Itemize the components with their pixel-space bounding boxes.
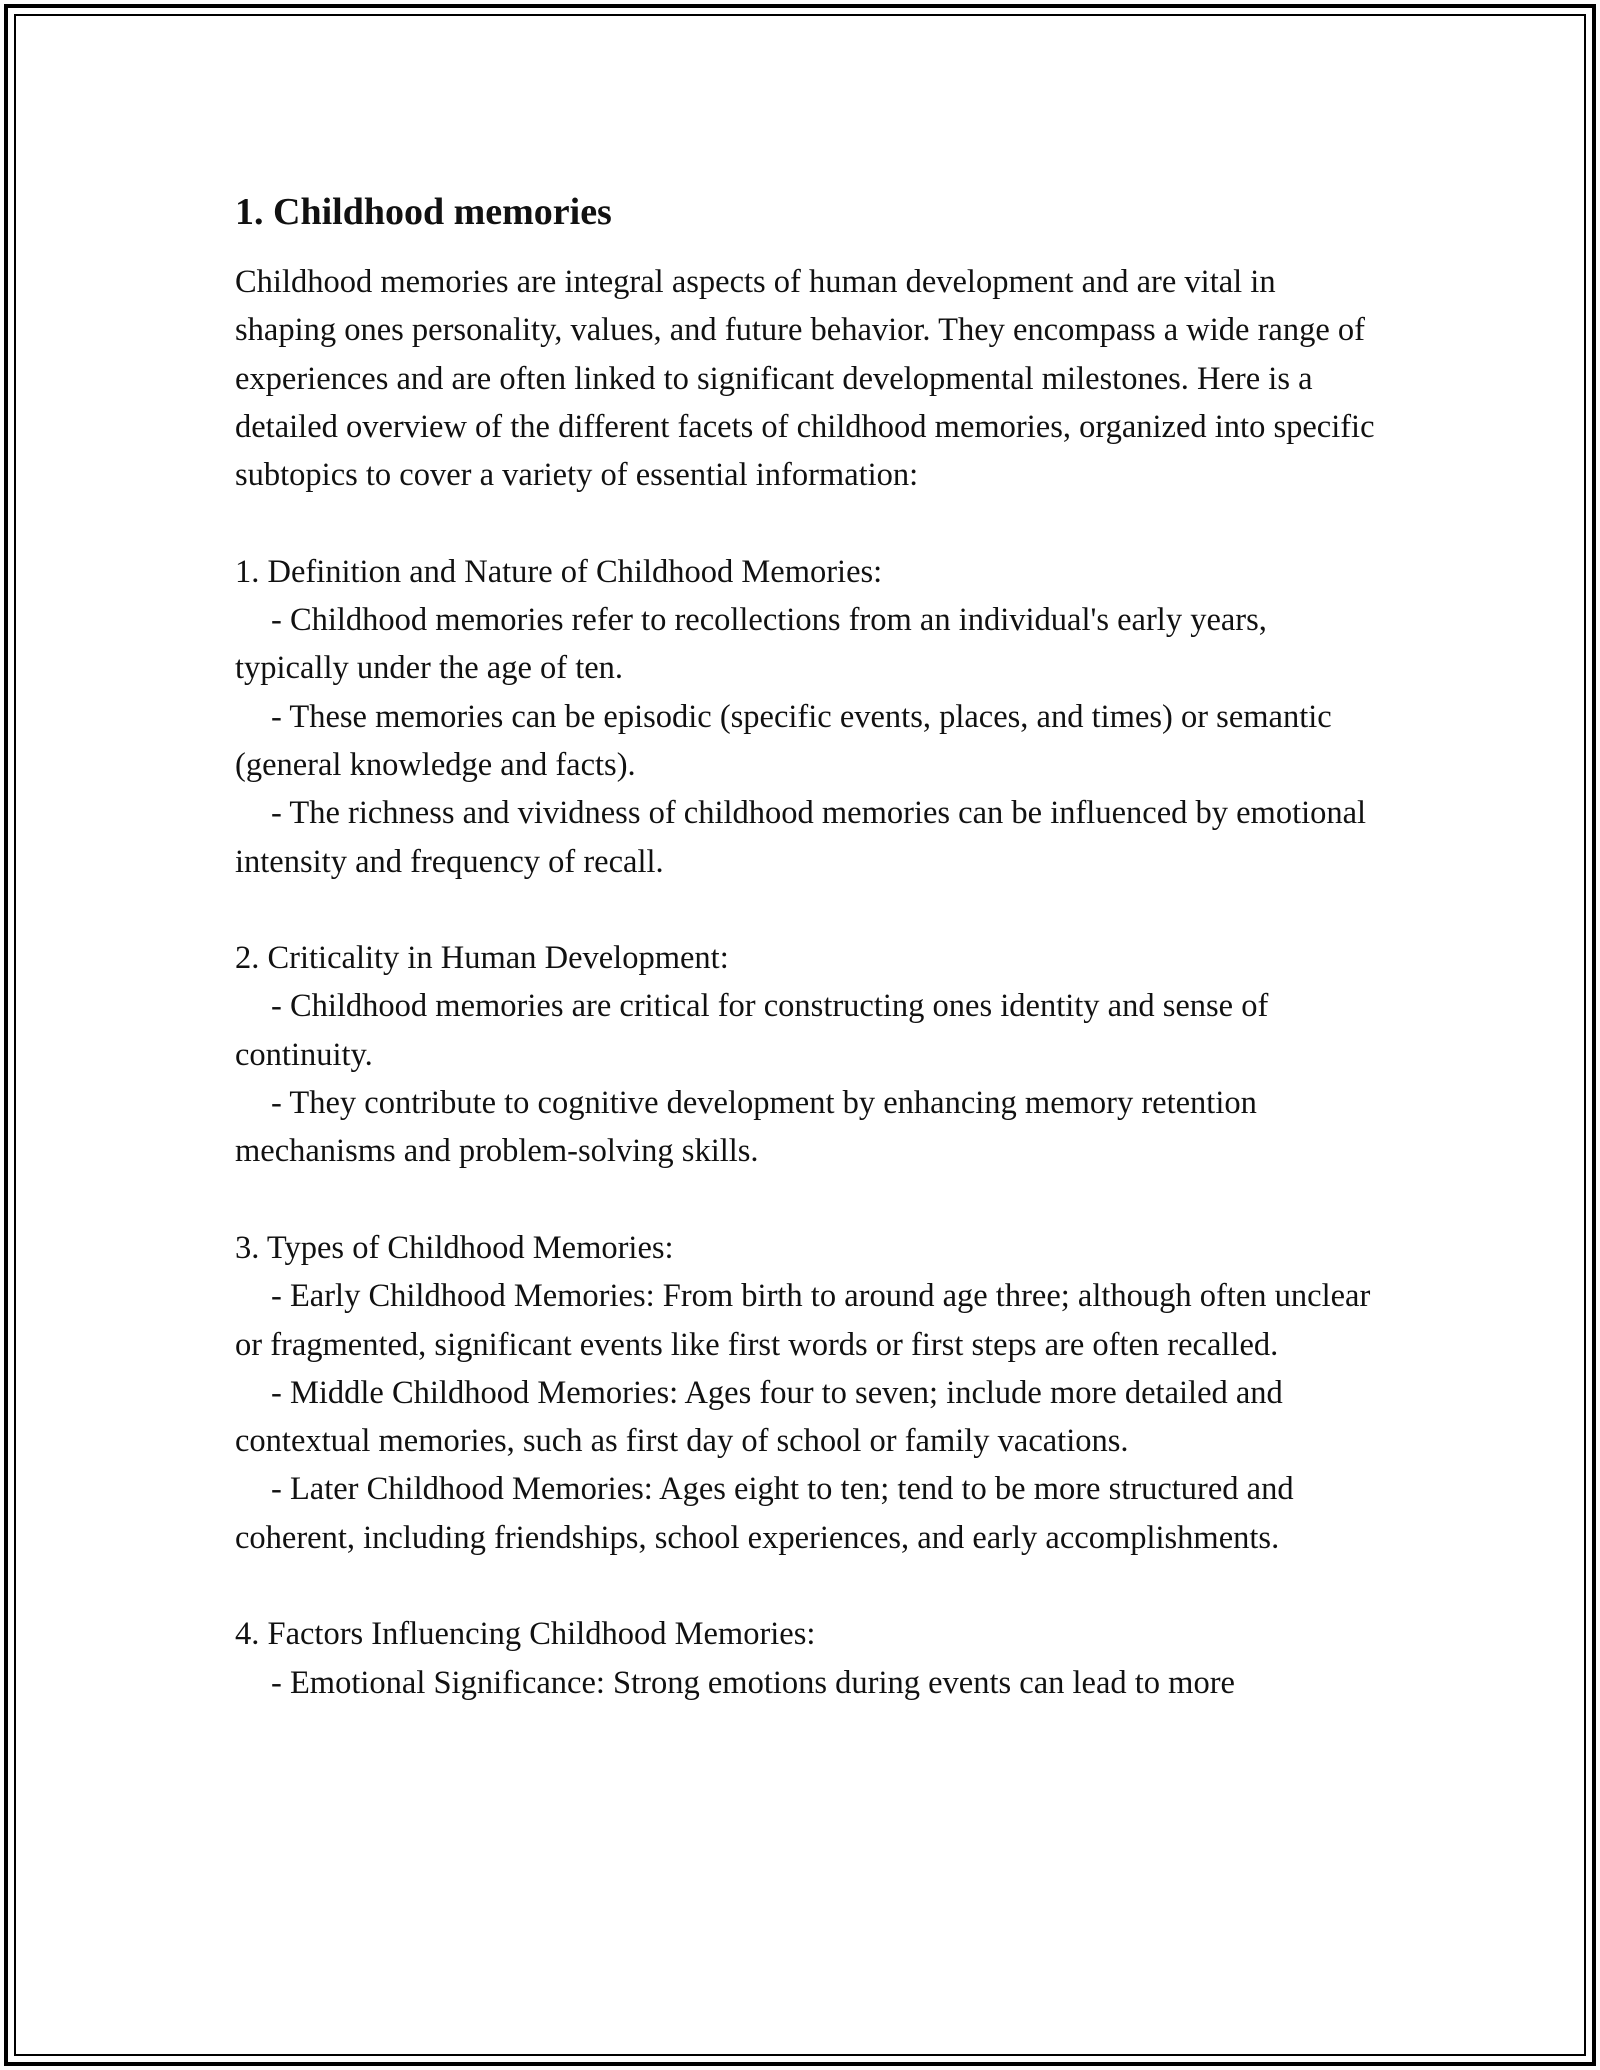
bullet-item: - Early Childhood Memories: From birth to around age three; although often unclear or fragmented, significant events like first words or first steps are often recalled. [235,1278,1371,1363]
section-title: 4. Factors Influencing Childhood Memories: [235,1616,816,1653]
bullet-item: - Childhood memories refer to recollections from an individual's early years, typically under the age of ten. [235,602,1267,687]
section-title: 1. Definition and Nature of Childhood Memories: [235,553,883,590]
bullet-item: - Emotional Significance: Strong emotions during events can lead to more [271,1664,1235,1701]
spacer [235,1562,1375,1610]
section-title: 2. Criticality in Human Development: [235,940,729,977]
spacer [235,499,1375,547]
document-heading: 1. Childhood memories [235,191,612,233]
intro-paragraph: Childhood memories are integral aspects of human development and are vital in shaping ones personality, values, and future behavior. They encompass a wide range of experiences and are often linked to significant developmental milestones. Here is a detailed overview of the different facets of childhood memories, organized into specific subtopics to cover a variety of essential information: [235,264,1383,494]
section-title: 3. Types of Childhood Memories: [235,1229,674,1266]
section-3 [235,1224,1375,1562]
bullet-item: - They contribute to cognitive development by enhancing memory retention mechanisms and problem-solving skills. [235,1085,1257,1170]
bullet-item: - Later Childhood Memories: Ages eight to ten; tend to be more structured and coherent, including friendships, school experiences, and early accomplishments. [235,1471,1294,1556]
section-1 [235,548,1375,886]
bullet-item: - These memories can be episodic (specific events, places, and times) or semantic (general knowledge and facts). [235,698,1332,783]
document-body [235,186,1383,1707]
bullet-item: - Childhood memories are critical for constructing ones identity and sense of continuity. [235,988,1269,1073]
bullet-item: - The richness and vividness of childhood memories can be influenced by emotional intensity and frequency of recall. [235,795,1367,880]
section-4 [235,1610,1375,1707]
bullet-item: - Middle Childhood Memories: Ages four to seven; include more detailed and contextual memories, such as first day of school or family vacations. [235,1374,1283,1460]
spacer [235,1176,1375,1224]
section-2 [235,934,1375,1175]
spacer [235,886,1375,934]
